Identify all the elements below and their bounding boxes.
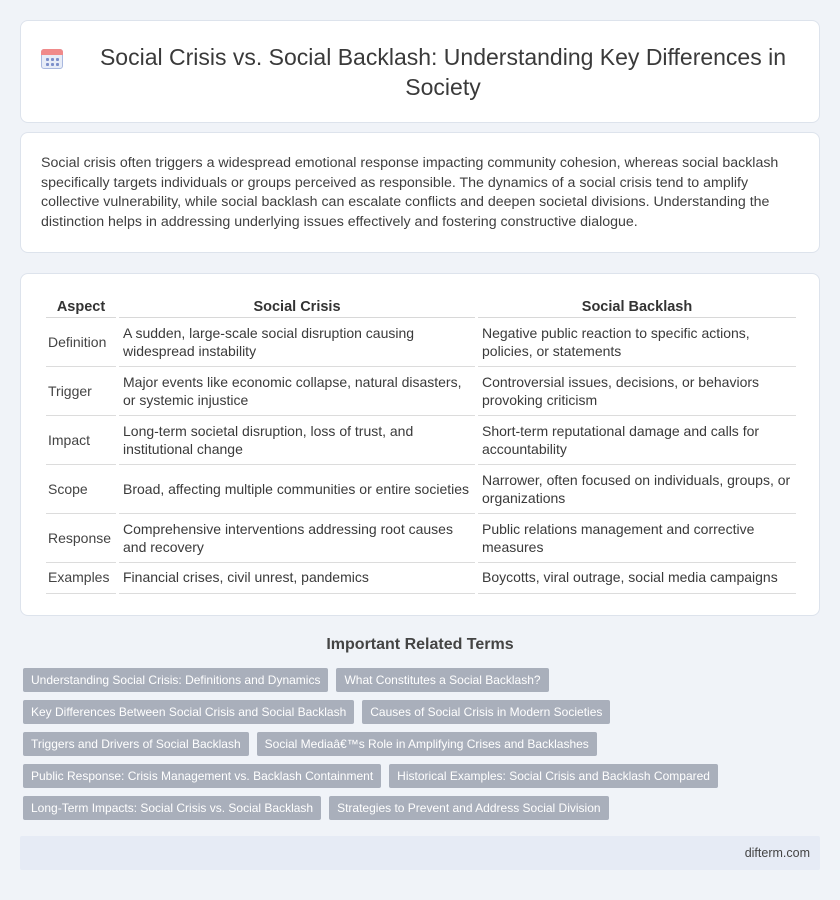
related-term-link[interactable]: Strategies to Prevent and Address Social Division xyxy=(329,796,608,820)
social-crisis-cell: Broad, affecting multiple communities or entire societies xyxy=(119,465,475,514)
table-row xyxy=(46,514,796,563)
aspect-cell: Response xyxy=(46,514,116,563)
header-card xyxy=(20,20,820,123)
tag-row xyxy=(23,764,823,788)
comparison-table xyxy=(43,294,799,594)
related-term-link[interactable]: Causes of Social Crisis in Modern Societies xyxy=(362,700,610,724)
tag-row xyxy=(23,668,823,692)
intro-paragraph: Social crisis often triggers a widespread emotional response impacting community cohesion, whereas social backlash specifically targets individuals or groups perceived as responsible. The dynamics of a social crisis tend to amplify collective vulnerability, while social backlash can escalate conflicts and deepen societal divisions. Understanding the distinction helps in addressing underlying issues effectively and fostering constructive dialogue. xyxy=(41,155,779,230)
related-term-link[interactable]: What Constitutes a Social Backlash? xyxy=(336,668,548,692)
social-backlash-cell: Negative public reaction to specific actions, policies, or statements xyxy=(478,318,796,367)
related-term-link[interactable]: Key Differences Between Social Crisis and Social Backlash xyxy=(23,700,354,724)
related-term-link[interactable]: Public Response: Crisis Management vs. Backlash Containment xyxy=(23,764,381,788)
social-crisis-cell: A sudden, large-scale social disruption causing widespread instability xyxy=(119,318,475,367)
table-row xyxy=(46,465,796,514)
table-row xyxy=(46,416,796,465)
footer xyxy=(20,836,820,870)
calendar-icon xyxy=(41,47,63,69)
tag-row xyxy=(23,732,823,756)
aspect-cell: Scope xyxy=(46,465,116,514)
intro-card xyxy=(20,132,820,253)
social-crisis-cell: Comprehensive interventions addressing root causes and recovery xyxy=(119,514,475,563)
social-crisis-cell: Financial crises, civil unrest, pandemics xyxy=(119,563,475,594)
aspect-cell: Impact xyxy=(46,416,116,465)
social-crisis-cell: Long-term societal disruption, loss of trust, and institutional change xyxy=(119,416,475,465)
related-term-link[interactable]: Long-Term Impacts: Social Crisis vs. Social Backlash xyxy=(23,796,321,820)
page-title: Social Crisis vs. Social Backlash: Understanding Key Differences in Society xyxy=(99,43,787,100)
site-link[interactable]: difterm.com xyxy=(744,846,810,860)
table-row xyxy=(46,367,796,416)
social-backlash-cell: Narrower, often focused on individuals, groups, or organizations xyxy=(478,465,796,514)
table-header-row xyxy=(46,294,796,318)
comparison-table-card xyxy=(20,273,820,616)
aspect-cell: Examples xyxy=(46,563,116,594)
related-term-link[interactable]: Triggers and Drivers of Social Backlash xyxy=(23,732,249,756)
social-backlash-cell: Short-term reputational damage and calls for accountability xyxy=(478,416,796,465)
tag-row xyxy=(23,796,823,820)
header-aspect: Aspect xyxy=(46,294,116,318)
tag-row xyxy=(23,700,823,724)
related-term-link[interactable]: Historical Examples: Social Crisis and Backlash Compared xyxy=(389,764,718,788)
table-row xyxy=(46,563,796,594)
aspect-cell: Definition xyxy=(46,318,116,367)
header-social-backlash: Social Backlash xyxy=(478,294,796,318)
social-backlash-cell: Public relations management and corrective measures xyxy=(478,514,796,563)
social-backlash-cell: Controversial issues, decisions, or behaviors provoking criticism xyxy=(478,367,796,416)
social-backlash-cell: Boycotts, viral outrage, social media campaigns xyxy=(478,563,796,594)
related-terms-title: Important Related Terms xyxy=(326,636,514,653)
aspect-cell: Trigger xyxy=(46,367,116,416)
related-term-link[interactable]: Understanding Social Crisis: Definitions and Dynamics xyxy=(23,668,328,692)
related-terms-list xyxy=(23,668,823,828)
header-social-crisis: Social Crisis xyxy=(119,294,475,318)
related-term-link[interactable]: Social Mediaâ€™s Role in Amplifying Crises and Backlashes xyxy=(257,732,597,756)
table-row xyxy=(46,318,796,367)
social-crisis-cell: Major events like economic collapse, natural disasters, or systemic injustice xyxy=(119,367,475,416)
